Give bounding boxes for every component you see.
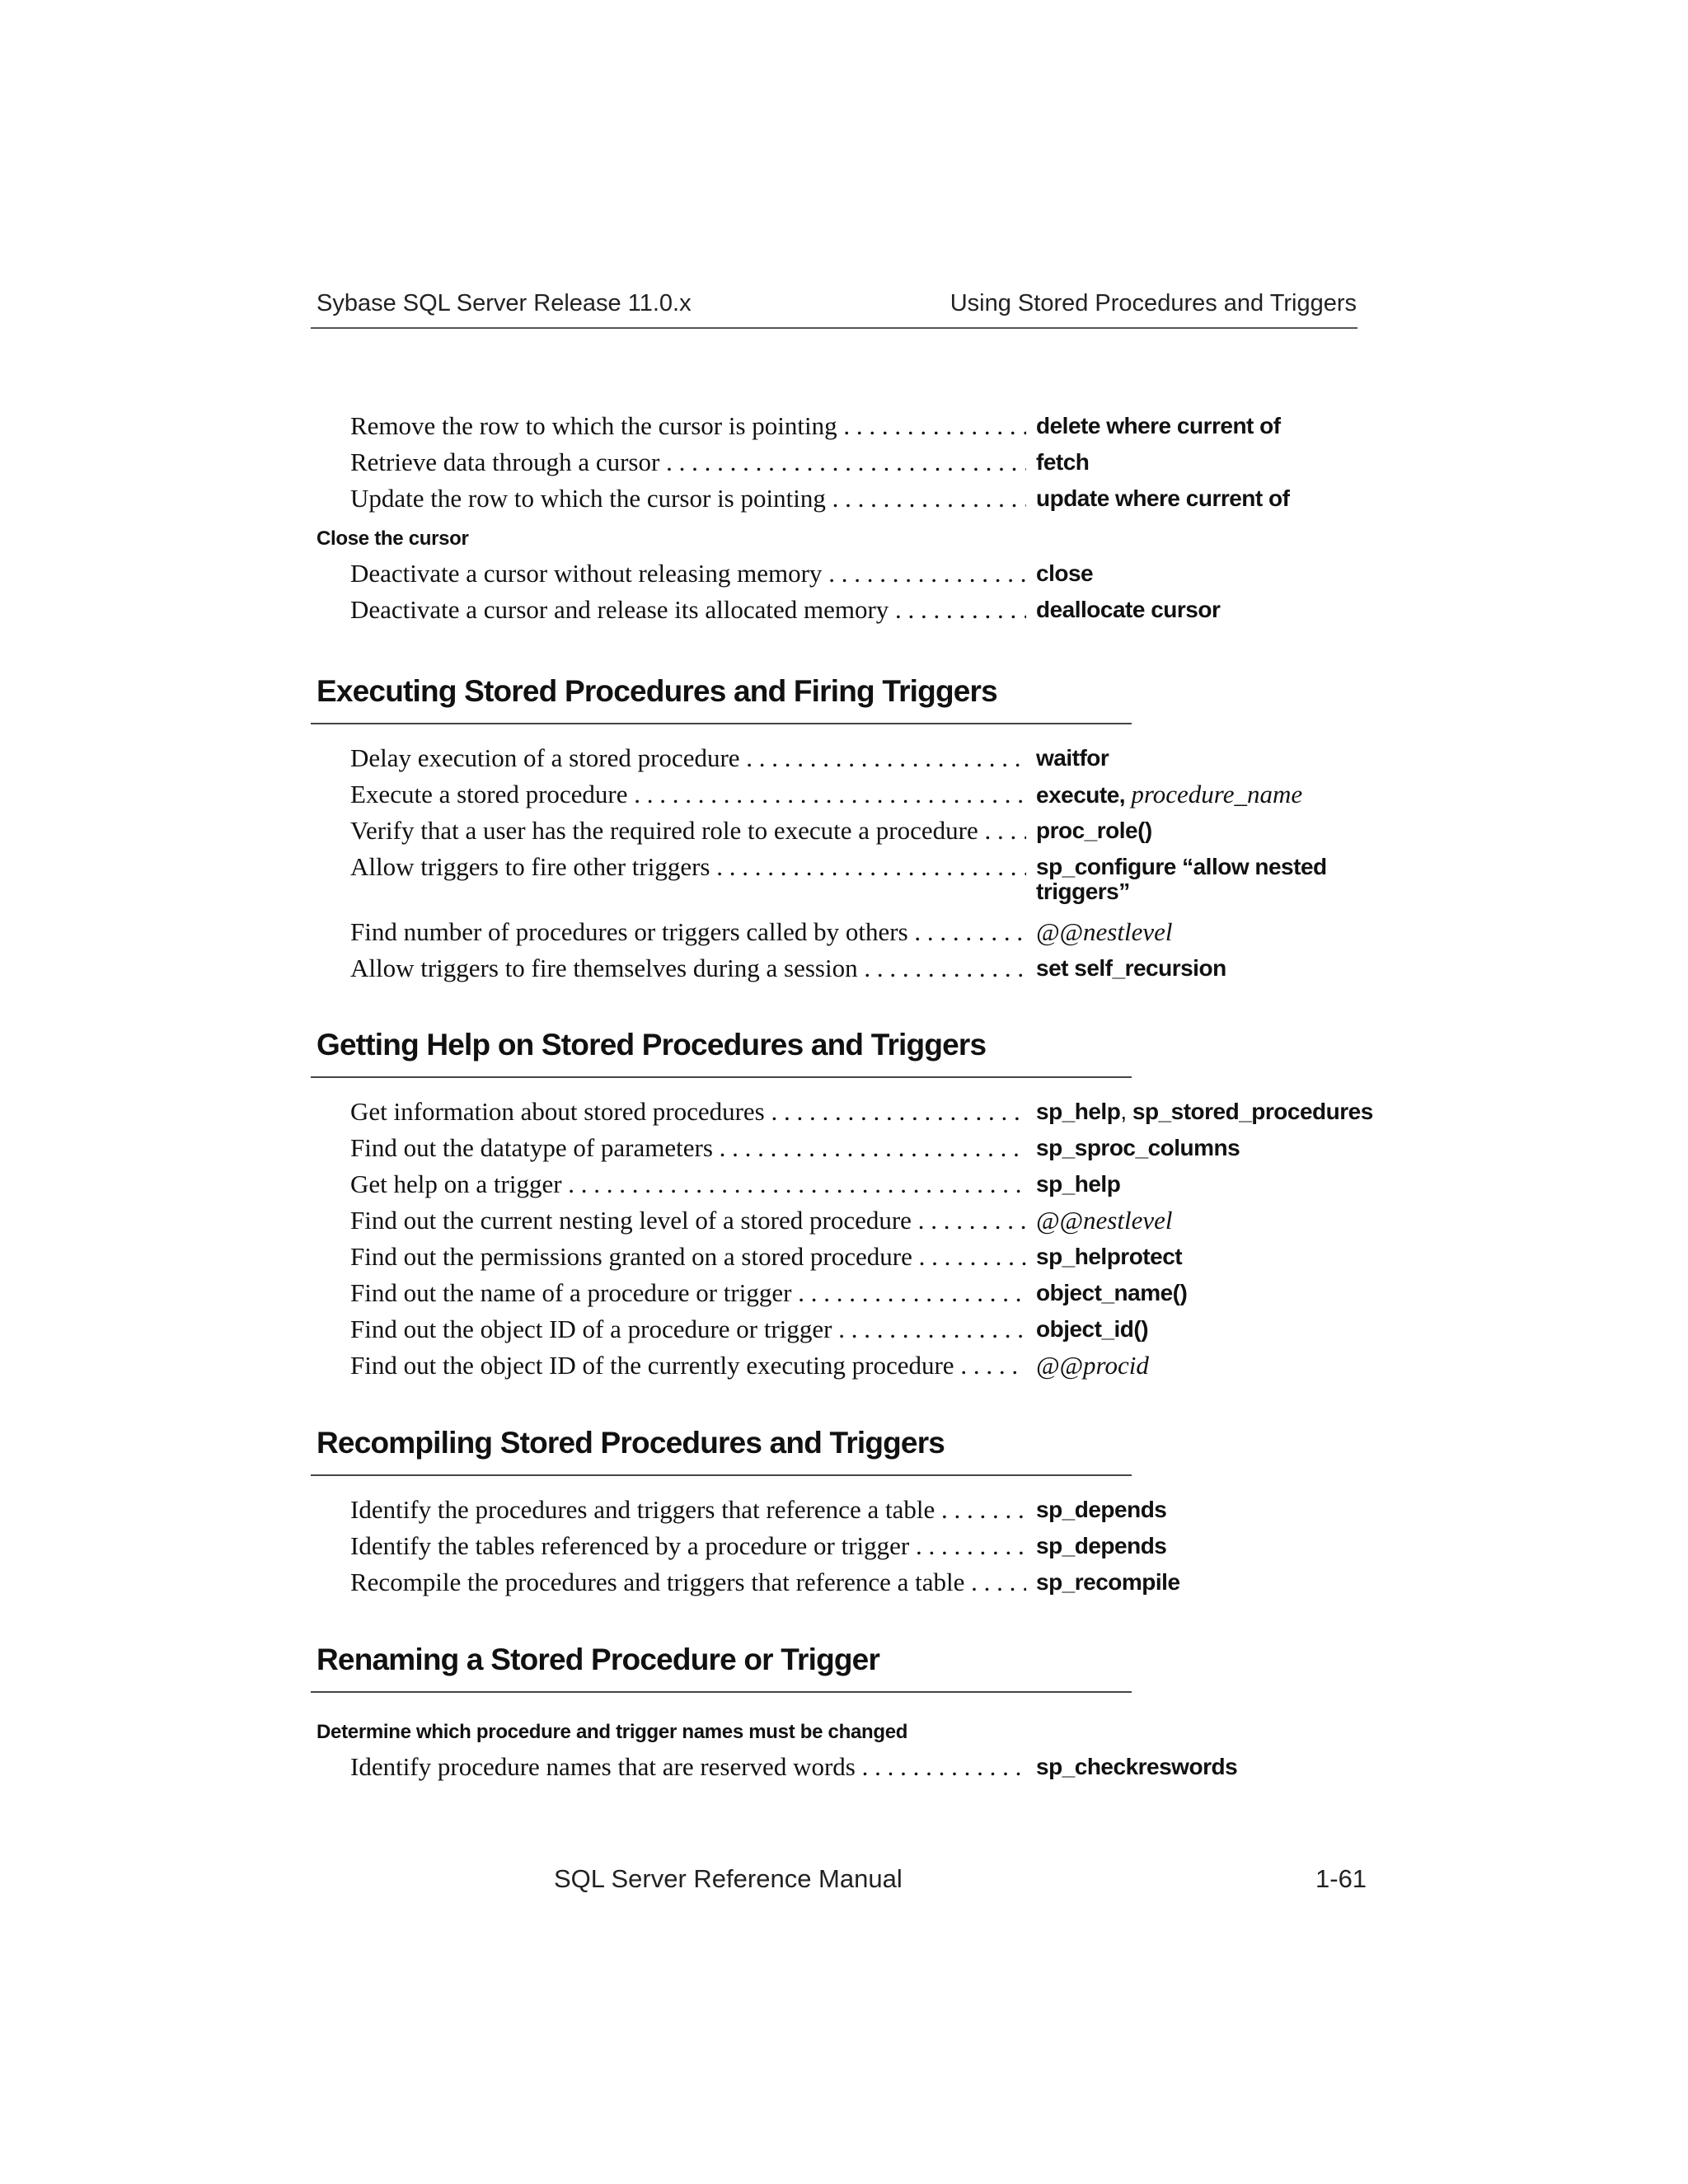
command-text-line2: triggers” bbox=[1036, 879, 1130, 904]
command-variable: @@nestlevel bbox=[1036, 1206, 1173, 1235]
item-description: Identify the procedures and triggers that reference a table . . . bbox=[350, 1492, 1026, 1528]
running-header bbox=[316, 290, 1357, 326]
item-command bbox=[1031, 1347, 1149, 1385]
list-item bbox=[350, 1347, 1364, 1384]
item-command: sp_helprotect bbox=[1031, 1239, 1182, 1275]
command-text-2: sp_stored_procedures bbox=[1132, 1099, 1373, 1124]
command-argument: procedure_name bbox=[1131, 780, 1303, 808]
item-command bbox=[1031, 1202, 1172, 1240]
list-item bbox=[350, 1528, 1364, 1564]
list-item bbox=[350, 950, 1364, 987]
list-item bbox=[350, 813, 1364, 849]
section-rule bbox=[311, 723, 1132, 724]
item-description: Find out the current nesting level of a stored procedure . . . bbox=[350, 1202, 1026, 1239]
item-description: Verify that a user has the required role to execute a procedure . . . bbox=[350, 813, 1026, 849]
list-item bbox=[350, 592, 1364, 628]
list-item bbox=[350, 480, 1364, 517]
list-item bbox=[350, 914, 1364, 950]
command-text: execute, bbox=[1036, 782, 1126, 808]
item-command: sp_recompile bbox=[1031, 1564, 1180, 1601]
list-item bbox=[350, 1311, 1364, 1347]
item-command: sp_sproc_columns bbox=[1031, 1130, 1240, 1166]
item-description: Retrieve data through a cursor . . . bbox=[350, 444, 1026, 480]
list-item bbox=[350, 1094, 1373, 1130]
item-description: Deactivate a cursor without releasing memory . . . bbox=[350, 555, 1026, 592]
list-item bbox=[350, 1275, 1364, 1311]
list-item bbox=[350, 555, 1364, 592]
item-command: sp_depends bbox=[1031, 1528, 1166, 1564]
list-item bbox=[350, 776, 1364, 813]
item-description: Find number of procedures or triggers called by others . . . bbox=[350, 914, 1026, 950]
list-item bbox=[350, 444, 1364, 480]
list-item bbox=[350, 1202, 1364, 1239]
item-description: Get information about stored procedures . . . bbox=[350, 1094, 1026, 1130]
list-item bbox=[350, 740, 1364, 776]
list-item bbox=[350, 849, 1364, 915]
item-description: Execute a stored procedure . . . bbox=[350, 776, 1026, 813]
item-description: Remove the row to which the cursor is pointing . . . bbox=[350, 408, 1026, 444]
section-heading-help: Getting Help on Stored Procedures and Triggers bbox=[316, 1028, 987, 1062]
item-command bbox=[1031, 776, 1302, 813]
item-command: sp_depends bbox=[1031, 1492, 1166, 1528]
item-description: Find out the permissions granted on a stored procedure . . . bbox=[350, 1239, 1026, 1275]
item-command bbox=[1031, 849, 1327, 903]
list-item bbox=[350, 1564, 1364, 1601]
command-variable: @@procid bbox=[1036, 1351, 1149, 1380]
subheading-close-cursor: Close the cursor bbox=[316, 527, 469, 550]
item-command: delete where current of bbox=[1031, 408, 1281, 444]
item-command: deallocate cursor bbox=[1031, 592, 1220, 628]
page-number: 1-61 bbox=[1315, 1864, 1367, 1893]
item-command: close bbox=[1031, 555, 1093, 592]
command-separator: , bbox=[1120, 1099, 1132, 1124]
item-command bbox=[1031, 1094, 1373, 1130]
item-command: sp_checkreswords bbox=[1031, 1749, 1237, 1785]
item-command: proc_role() bbox=[1031, 813, 1152, 849]
list-item bbox=[350, 1749, 1364, 1785]
item-description: Update the row to which the cursor is pointing . . . bbox=[350, 480, 1026, 517]
list-item bbox=[350, 408, 1364, 444]
section-heading-renaming: Renaming a Stored Procedure or Trigger bbox=[316, 1643, 880, 1676]
item-description: Find out the object ID of the currently executing procedure . . . bbox=[350, 1347, 1026, 1384]
header-rule bbox=[311, 327, 1357, 329]
command-variable: @@nestlevel bbox=[1036, 917, 1173, 946]
item-description: Allow triggers to fire other triggers . . . bbox=[350, 849, 1026, 885]
item-command: object_id() bbox=[1031, 1311, 1148, 1347]
item-command: set self_recursion bbox=[1031, 950, 1226, 987]
item-command: waitfor bbox=[1031, 740, 1109, 776]
item-command: object_name() bbox=[1031, 1275, 1187, 1311]
item-description: Identify procedure names that are reserved words . . . bbox=[350, 1749, 1026, 1785]
footer-title: SQL Server Reference Manual bbox=[554, 1864, 903, 1893]
command-text: sp_help bbox=[1036, 1099, 1121, 1124]
item-description: Find out the datatype of parameters . . . bbox=[350, 1130, 1026, 1166]
item-description: Get help on a trigger . . . bbox=[350, 1166, 1026, 1202]
item-command bbox=[1031, 914, 1172, 951]
item-command: sp_help bbox=[1031, 1166, 1120, 1202]
item-description: Find out the object ID of a procedure or trigger . . . bbox=[350, 1311, 1026, 1347]
item-description: Allow triggers to fire themselves during a session . . . bbox=[350, 950, 1026, 987]
section-rule bbox=[311, 1076, 1132, 1078]
item-description: Recompile the procedures and triggers that reference a table . . . bbox=[350, 1564, 1026, 1601]
section-heading-recompiling: Recompiling Stored Procedures and Triggers bbox=[316, 1426, 945, 1460]
section-rule bbox=[311, 1474, 1132, 1476]
section-rule bbox=[311, 1691, 1132, 1693]
header-left: Sybase SQL Server Release 11.0.x bbox=[316, 290, 692, 316]
header-right: Using Stored Procedures and Triggers bbox=[950, 290, 1357, 316]
item-description: Identify the tables referenced by a procedure or trigger . . . bbox=[350, 1528, 1026, 1564]
item-description: Find out the name of a procedure or trigger . . . bbox=[350, 1275, 1026, 1311]
list-item bbox=[350, 1130, 1364, 1166]
section-heading-executing: Executing Stored Procedures and Firing Triggers bbox=[316, 674, 997, 708]
item-description: Delay execution of a stored procedure . . . bbox=[350, 740, 1026, 776]
command-text: sp_configure “allow nested bbox=[1036, 854, 1327, 879]
item-description: Deactivate a cursor and release its allocated memory . . . bbox=[350, 592, 1026, 628]
item-command: fetch bbox=[1031, 444, 1089, 480]
item-command: update where current of bbox=[1031, 480, 1289, 517]
list-item bbox=[350, 1166, 1364, 1202]
list-item bbox=[350, 1239, 1364, 1275]
list-item bbox=[350, 1492, 1364, 1528]
subheading-renaming: Determine which procedure and trigger names must be changed bbox=[316, 1721, 908, 1743]
